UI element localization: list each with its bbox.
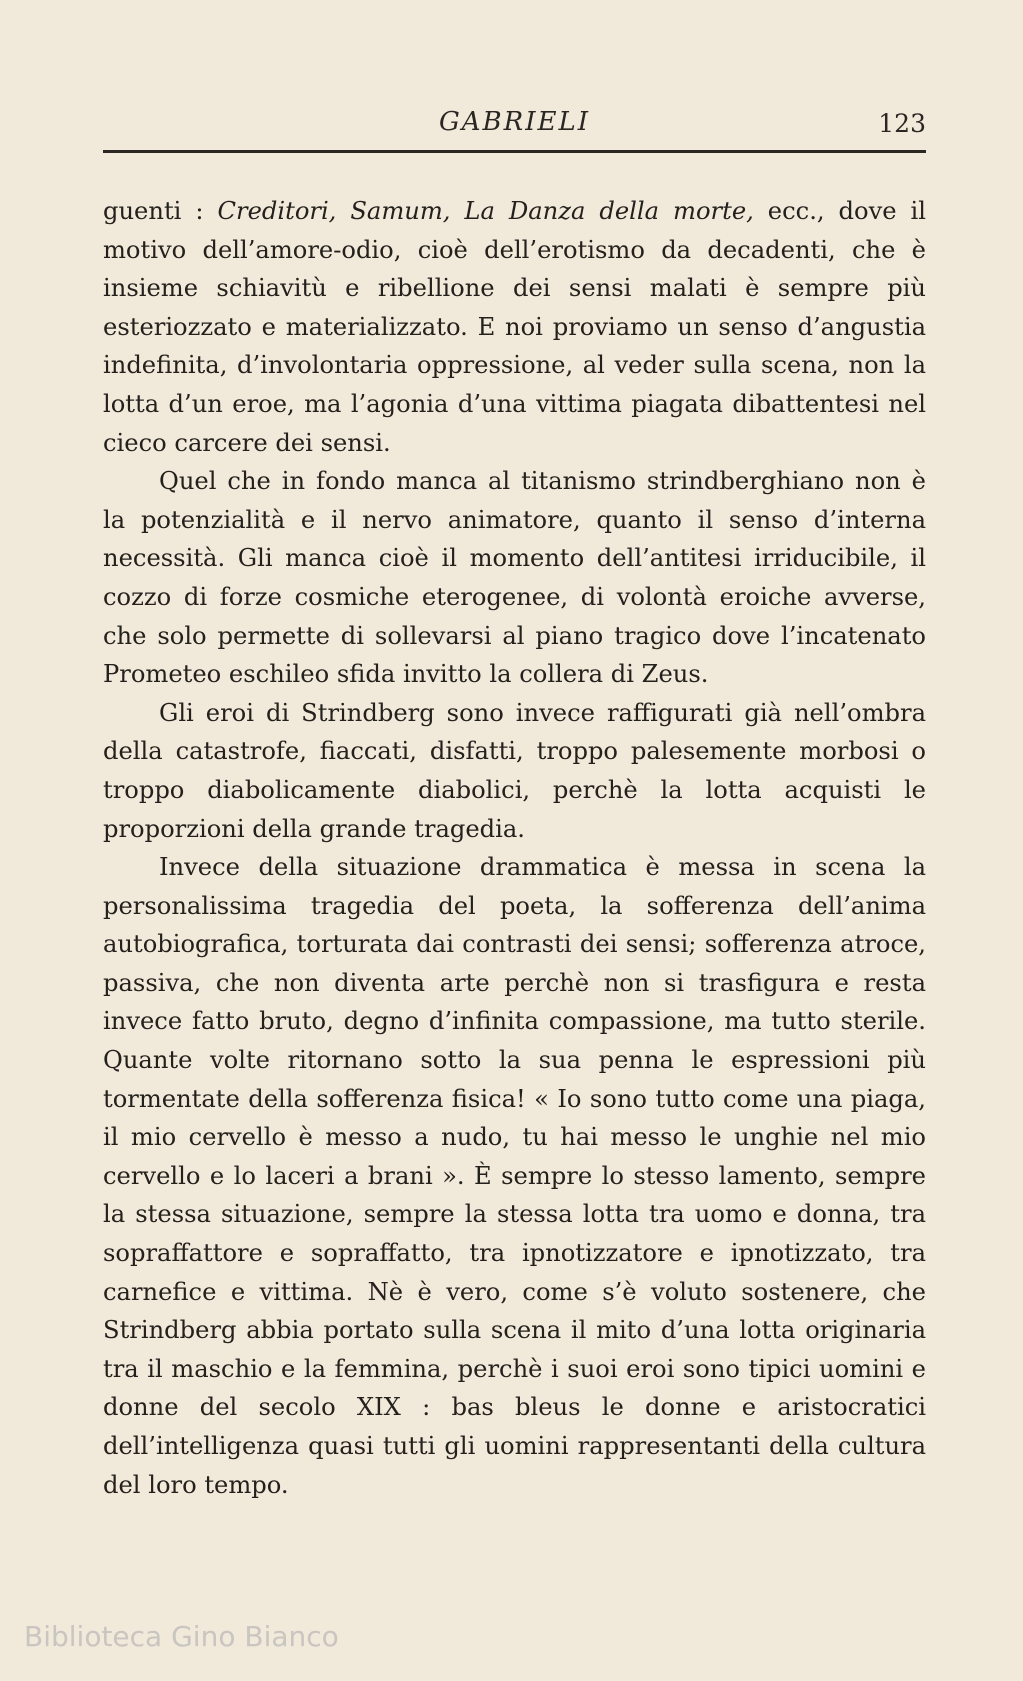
page-header [103,103,926,143]
paragraph-3: Gli eroi di Strindberg sono invece raffigurati già nell’ombra della catastrofe, fiaccati, disfatti, troppo palesemente morbosi o troppo diabolicamente diabolici, perchè la lotta acquisti le proporzioni della grande tragedia. [103,698,926,843]
page-number: 123 [878,109,926,138]
paragraph-1 [103,192,926,462]
p1-start: guenti : [103,197,218,225]
header-rule [103,150,926,153]
p1-titles: Creditori, Samum, La Danza della morte, [217,197,754,225]
paragraph-4 [103,848,926,1504]
p4-start: Invece della situazione drammatica è messa in scena la personalissima tragedia del poeta, la sofferenza dell’anima autobiografica, torturata dai contrasti dei sensi; sofferenza atroce, passiva, che non diventa arte perchè non si trasfigura e resta invece fatto bruto, degno d’infinita compassione, ma tutto sterile. Quante volte ritornano sotto la sua penna le espressioni più tormentate della sofferenza fisica! « Io sono tutto come una piaga, il mio cervello è messo a nudo, tu hai messo le unghie nel mio cervello e lo laceri a brani ». È sempre lo stesso lamento, sempre la stessa situazione, sempre la stessa lotta tra uomo e donna, tra sopraffattore e sopraffatto, tra ipnotizzatore e ipnotizzato, tra carnefice e vittima. Nè è vero, come s’è voluto sostenere, che Strindberg abbia portato sulla scena il mito d’una lotta originaria tra il maschio e la femmina, perchè i suoi eroi sono tipici uomini e donne del secolo [103,853,926,1422]
body-text [103,192,926,1504]
p1-rest: ecc., dove il motivo dell’amore-odio, cioè dell’erotismo da decadenti, che è insieme schiavitù e ribellione dei sensi malati è sempre più esteriozzato e materializzato. E noi proviamo un senso d’angustia indefinita, d’involontaria oppressione, al veder sulla scena, non la lotta d’un eroe, ma l’agonia d’una vittima piagata dibattentesi nel cieco carcere dei sensi. [103,197,926,457]
running-head: GABRIELI [438,107,590,137]
p4-century: XIX [356,1393,401,1422]
paragraph-2: Quel che in fondo manca al titanismo strindberghiano non è la potenzialità e il nervo animatore, quanto il senso d’interna necessità. Gli manca cioè il momento dell’antitesi irriducibile, il cozzo di forze cosmiche eterogenee, di volontà eroiche avverse, che solo permette di sollevarsi al piano tragico dove l’incatenato Prometeo eschileo sfida invitto la collera di Zeus. [103,467,926,689]
library-watermark: Biblioteca Gino Bianco [24,1620,339,1653]
p4-end: : bas bleus le donne e aristocratici dell’intelligenza quasi tutti gli uomini rappresentanti della cultura del loro tempo. [103,1393,926,1499]
